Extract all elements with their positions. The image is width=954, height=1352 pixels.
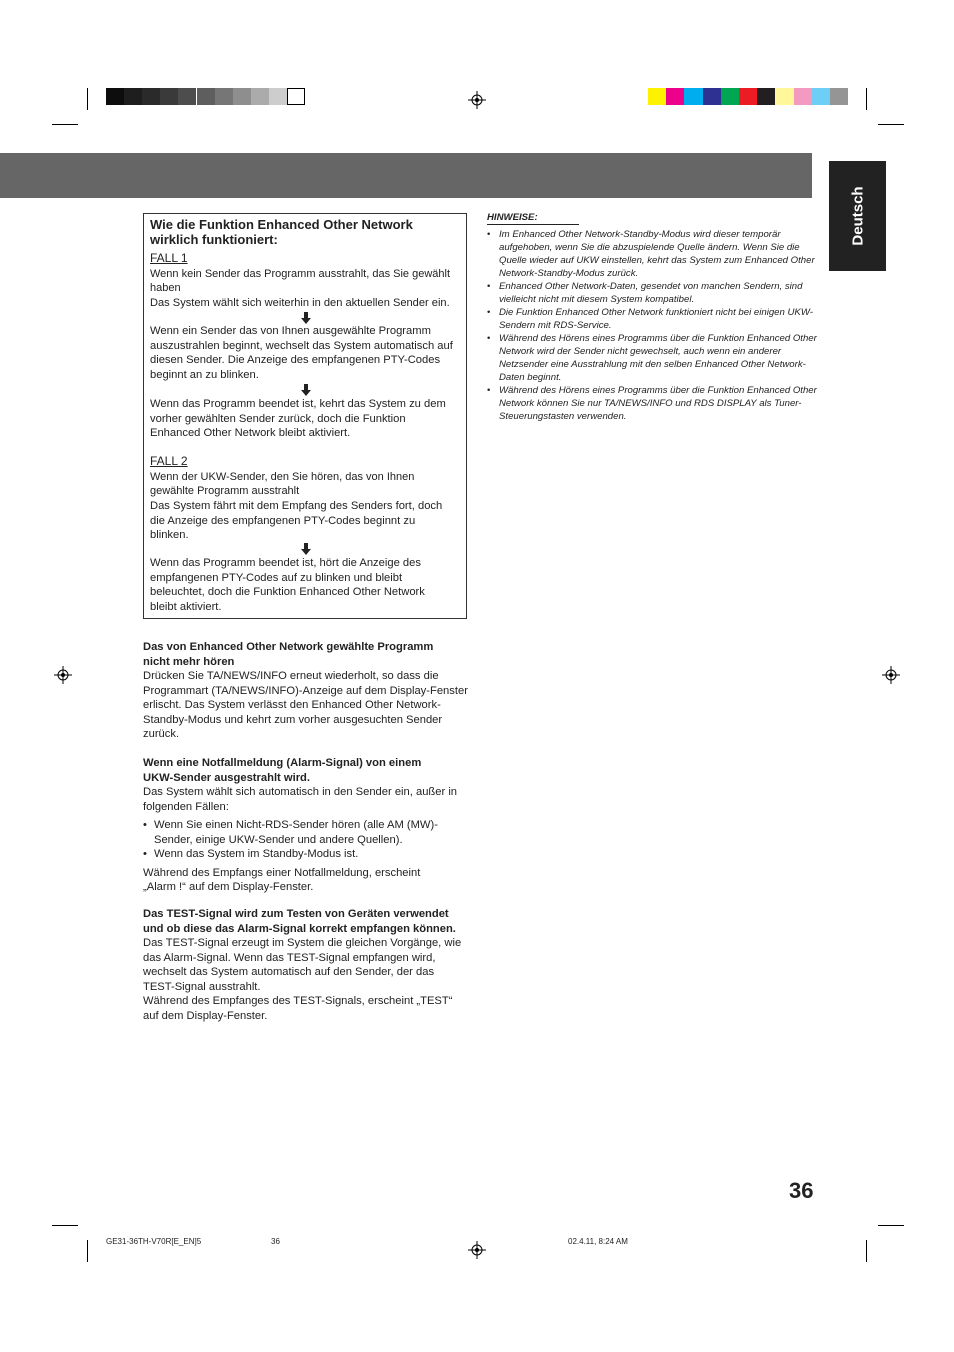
section-stop-listening [143, 640, 469, 742]
section-heading: Das von Enhanced Other Network gewählte Programm nicht mehr hören [143, 641, 434, 668]
color-swatch [684, 88, 702, 105]
section-body: Während des Empfanges des TEST-Signals, erscheint „TEST“ auf dem Display-Fenster. [143, 995, 453, 1022]
crop-mark [87, 1240, 88, 1262]
header-band [0, 153, 812, 198]
note-item: • Enhanced Other Network-Daten, gesendet von manchen Sendern, sind vielleicht nicht mit diesem System kompatibel. [487, 280, 817, 306]
section-body: Drücken Sie TA/NEWS/INFO erneut wiederholt, so dass die Programmart (TA/NEWS/INFO)-Anzeige auf dem Display-Fenster erlischt. Das System verlässt den Enhanced Other Network-Standby-Modus und kehrt zum vorher ausgesuchten Sender zurück. [143, 670, 468, 740]
crop-mark [866, 88, 867, 110]
section-heading: Wenn eine Notfallmeldung (Alarm-Signal) von einem UKW-Sender ausgestrahlt wird. [143, 757, 422, 784]
case1-step2: Wenn ein Sender das von Ihnen ausgewählte Programm auszustrahlen beginnt, wechselt das System automatisch auf diesen Sender. Die Anzeige des empfangenen PTY-Codes beginnt an zu blinken. [150, 325, 453, 381]
case1-heading: FALL 1 [150, 251, 188, 265]
box-title: Wie die Funktion Enhanced Other Network wirklich funktioniert: [150, 217, 413, 247]
footer-file: GE31-36TH-V70R[E_EN]5 [106, 1237, 202, 1246]
crop-mark [52, 1225, 78, 1226]
color-swatch [721, 88, 739, 105]
color-swatch [197, 88, 215, 105]
section-body: Das System wählt sich automatisch in den Sender ein, außer in folgenden Fällen: [143, 786, 458, 813]
color-swatch [757, 88, 775, 105]
list-item: • Wenn Sie einen Nicht-RDS-Sender hören (alle AM (MW)-Sender, einige UKW-Sender und andere Quellen). [143, 818, 454, 847]
notes-underline [487, 224, 579, 225]
registration-mark-icon [468, 1241, 486, 1259]
color-swatch [106, 88, 124, 105]
footer-date: 02.4.11, 8:24 AM [568, 1237, 628, 1246]
notes-list [487, 228, 817, 423]
crop-mark [866, 1240, 867, 1262]
color-swatch [142, 88, 160, 105]
registration-mark-icon [54, 666, 72, 684]
note-item: • Die Funktion Enhanced Other Network funktioniert nicht bei einigen UKW-Sendern mit RDS-Service. [487, 306, 817, 332]
crop-mark [52, 124, 78, 125]
language-tab [829, 161, 886, 271]
color-swatch [124, 88, 142, 105]
color-swatch [251, 88, 269, 105]
case2-heading: FALL 2 [150, 454, 188, 468]
crop-mark [87, 88, 88, 110]
registration-mark-icon [468, 91, 486, 109]
section-heading: Das TEST-Signal wird zum Testen von Geräten verwendet und ob diese das Alarm-Signal korrekt empfangen können. [143, 908, 456, 935]
color-swatch [269, 88, 287, 105]
section-test-signal [143, 907, 469, 1023]
color-swatch [178, 88, 196, 105]
case2-step1: Das System fährt mit dem Empfang des Senders fort, doch die Anzeige des empfangenen PTY-Codes beginnt zu blinken. [150, 500, 443, 541]
section-body: Während des Empfangs einer Notfallmeldung, erscheint „Alarm !“ auf dem Display-Fenster. [143, 866, 421, 893]
note-item: • Im Enhanced Other Network-Standby-Modus wird dieser temporär aufgehoben, wenn Sie die abzuspielende Quelle ändern. Wenn Sie die Quelle wieder auf UKW einstellen, kehrt das System zum Enhanced Other Network-Standby-Modus zurück. [487, 228, 817, 280]
section-alarm [143, 756, 469, 895]
notes-panel [487, 211, 817, 422]
language-tab-label: Deutsch [849, 186, 866, 246]
notes-heading: HINWEISE: [487, 212, 538, 223]
section-body: Das TEST-Signal erzeugt im System die gleichen Vorgänge, wie das Alarm-Signal. Wenn das TEST-Signal empfangen wird, wechselt das System automatisch auf den Sender, der das TEST-Signal ausstrahlt. [143, 937, 462, 993]
footer-page: 36 [271, 1237, 280, 1246]
color-swatch [739, 88, 757, 105]
color-swatch [703, 88, 721, 105]
case1-condition: Wenn kein Sender das Programm ausstrahlt, das Sie gewählt haben [150, 268, 451, 294]
crop-mark [878, 1225, 904, 1226]
color-swatch [775, 88, 793, 105]
color-swatch [287, 88, 305, 105]
case2-condition: Wenn der UKW-Sender, den Sie hören, das von Ihnen gewählte Programm ausstrahlt [150, 471, 415, 497]
color-swatch [160, 88, 178, 105]
registration-mark-icon [882, 666, 900, 684]
note-item: • Während des Hörens eines Programms über die Funktion Enhanced Other Network wird der Sender nicht gewechselt, auch wenn ein anderer Netzsender eine Ausstrahlung mit den selben Enhanced Other Network-Daten beginnt. [487, 332, 817, 384]
color-swatch [233, 88, 251, 105]
color-swatch [812, 88, 830, 105]
crop-mark [878, 124, 904, 125]
case1-step1: Das System wählt sich weiterhin in den aktuellen Sender ein. [150, 297, 450, 309]
color-swatch [794, 88, 812, 105]
color-swatch [215, 88, 233, 105]
note-item: • Während des Hörens eines Programms über die Funktion Enhanced Other Network können Sie nur TA/NEWS/INFO und RDS DISPLAY als Tuner-Steuerungstasten verwenden. [487, 384, 817, 423]
color-swatch [830, 88, 848, 105]
page-number: 36 [789, 1178, 814, 1203]
case1-step3: Wenn das Programm beendet ist, kehrt das System zu dem vorher gewählten Sender zurück, doch die Funktion Enhanced Other Network bleibt aktiviert. [150, 398, 446, 439]
list-item: • Wenn das System im Standby-Modus ist. [143, 847, 469, 862]
case2-step2: Wenn das Programm beendet ist, hört die Anzeige des empfangenen PTY-Codes auf zu blinken und bleibt beleuchtet, doch die Funktion Enhanced Other Network bleibt aktiviert. [150, 557, 425, 613]
color-swatch [666, 88, 684, 105]
color-swatch [648, 88, 666, 105]
